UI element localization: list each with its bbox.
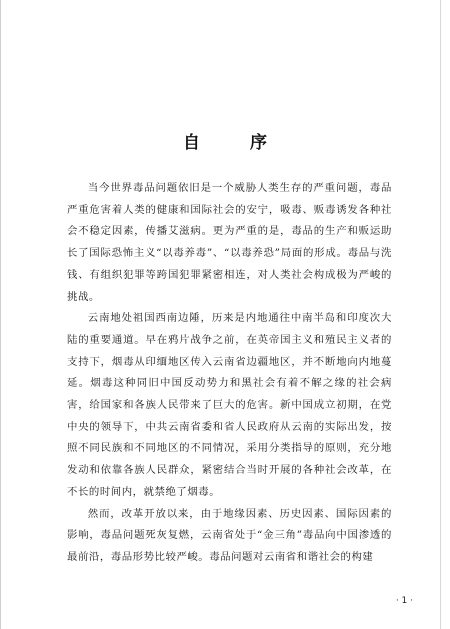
body-text — [67, 178, 392, 569]
page-title: 自 序 — [183, 133, 289, 153]
page-left-edge — [0, 0, 1, 629]
paragraph-2: 云南地处祖国西南边陲，历来是内地通往中南半岛和印度次大陆的重要通道。早在鸦片战争之前，在英帝国主义和殖民主义者的支持下，烟毒从印缅地区传入云南省边疆地区，并不断地向内地蔓延。烟毒这种同旧中国反动势力和黑社会有着不解之缘的社会病害，给国家和各族人民带来了巨大的危害。新中国成立初期，在党中央的领导下，中共云南省委和省人民政府从云南的实际出发，按照不同民族和不同地区的不同情况，采用分类指导的原则，充分地发动和依靠各族人民群众，紧密结合当时开展的各种社会改革，在不长的时间内，就禁绝了烟毒。 — [67, 312, 392, 498]
paragraph-3: 然而，改革开放以来，由于地缘因素、历史因素、国际因素的影响，毒品问题死灰复燃，云南省处于“金三角”毒品向中国渗透的最前沿，毒品形势比较严峻。毒品问题对云南省和谐社会的构建 — [67, 507, 392, 563]
page-right-edge — [440, 0, 441, 629]
paragraph-1: 当今世界毒品问题依旧是一个威胁人类生存的严重问题，毒品严重危害着人类的健康和国际社会的安宁，吸毒、贩毒诱发各种社会不稳定因素，传播艾滋病。更为严重的是，毒品的生产和贩运助长了国际恐怖主义“以毒养毒”、“以毒养恐”局面的形成。毒品与洗钱、有组织犯罪等跨国犯罪紧密相连，对人类社会构成极为严峻的挑战。 — [67, 182, 392, 303]
page-number: · 1 · — [395, 596, 413, 606]
